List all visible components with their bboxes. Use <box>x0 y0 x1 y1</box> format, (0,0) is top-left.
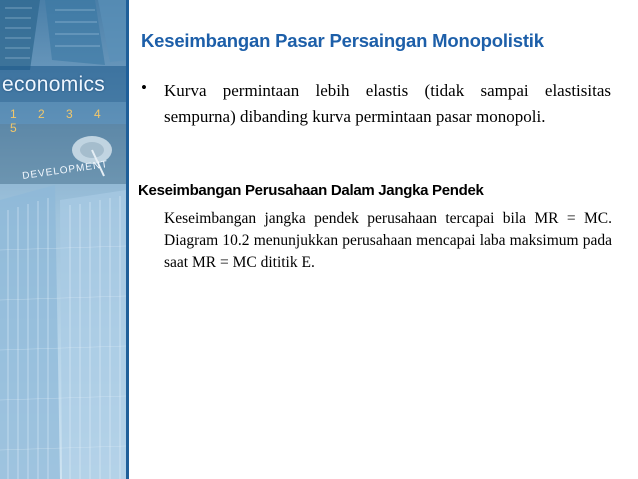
vertical-divider <box>126 0 129 479</box>
bullet-icon: • <box>141 78 147 97</box>
digits-strip: 1 2 3 4 5 <box>10 107 110 135</box>
section-subtitle: Keseimbangan Perusahaan Dalam Jangka Pendek <box>138 182 484 199</box>
development-wordmark: DEVELOPMENT <box>21 159 109 182</box>
body-paragraph: Keseimbangan jangka pendek perusahaan tercapai bila MR = MC. Diagram 10.2 menunjukkan perusahaan mencapai laba maksimum pada saat MR = MC dititik E. <box>164 210 612 271</box>
bullet-item <box>141 78 611 130</box>
economics-wordmark: economics <box>2 73 106 96</box>
sidebar-decorative-image <box>0 0 126 479</box>
slide-title: Keseimbangan Pasar Persaingan Monopolistik <box>141 30 544 51</box>
skyscraper-illustration <box>0 0 126 479</box>
bullet-text: Kurva permintaan lebih elastis (tidak sampai elastisitas sempurna) dibanding kurva permintaan pasar monopoli. <box>164 81 611 126</box>
